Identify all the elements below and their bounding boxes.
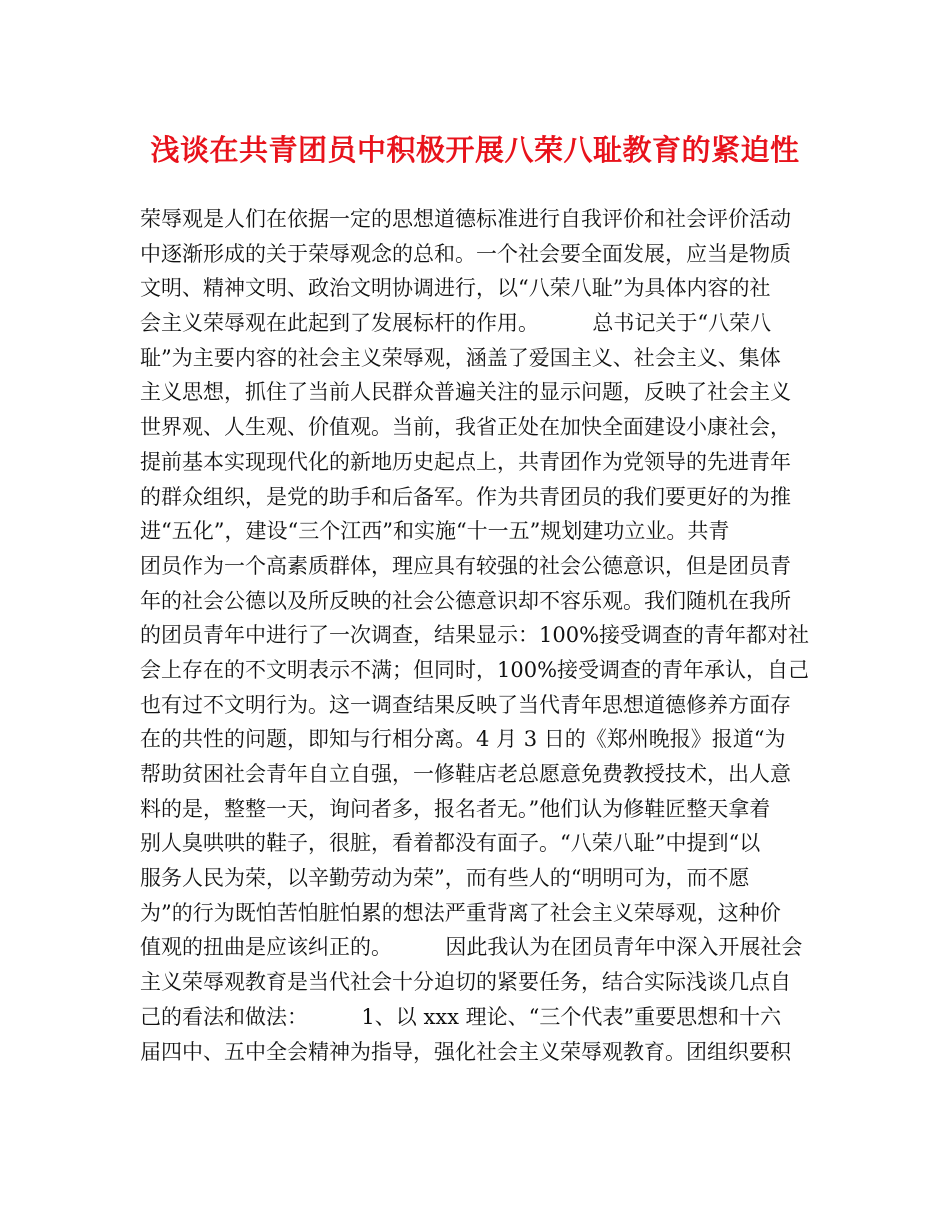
text-line: 服务人民为荣，以辛勤劳动为荣”，而有些人的“明明可为，而不愿 — [140, 866, 750, 891]
text-line: 在的共性的问题，即知与行相分离。4 月 3 日的《郑州晚报》报道“为 — [140, 727, 786, 752]
text-line: 中逐渐形成的关于荣辱观念的总和。一个社会要全面发展，应当是物质 — [140, 241, 791, 266]
text-line: 料的是，整整一天，询问者多，报名者无。”他们认为修鞋匠整天拿着 — [140, 796, 771, 821]
text-line: 会上存在的不文明表示不满；但同时，100%接受调查的青年承认，自己 — [140, 657, 810, 682]
text-line: 也有过不文明行为。这一调查结果反映了当代青年思想道德修养方面存 — [140, 692, 791, 717]
text-line: 荣辱观是人们在依据一定的思想道德标准进行自我评价和社会评价活动 — [140, 207, 791, 231]
text-line: 的团员青年中进行了一次调查，结果显示：100%接受调查的青年都对社 — [140, 623, 810, 648]
text-line: 主义荣辱观教育是当代社会十分迫切的紧要任务，结合实际浅谈几点自 — [140, 970, 791, 995]
text-line: 主义思想，抓住了当前人民群众普遍关注的显示问题，反映了社会主义 — [140, 380, 791, 405]
text-line: 的群众组织，是党的助手和后备军。作为共青团员的我们要更好的为推 — [140, 484, 791, 509]
text-line: 届四中、五中全会精神为指导，强化社会主义荣辱观教育。团组织要积 — [140, 1039, 791, 1064]
body-paragraph — [140, 202, 815, 1069]
text-line: 帮助贫困社会青年自立自强，一修鞋店老总愿意免费教授技术，出人意 — [140, 762, 791, 786]
document-title: 浅谈在共青团员中积极开展八荣八耻教育的紧迫性 — [150, 133, 800, 167]
text-line: 己的看法和做法： 1、以 xxx 理论、“三个代表”重要思想和十六 — [140, 1004, 782, 1029]
text-line: 值观的扭曲是应该纠正的。 因此我认为在团员青年中深入开展社会 — [140, 935, 803, 960]
text-line: 提前基本实现现代化的新地历史起点上，共青团作为党领导的先进青年 — [140, 449, 791, 474]
text-line: 团员作为一个高素质群体，理应具有较强的社会公德意识，但是团员青 — [140, 553, 791, 578]
text-line: 别人臭哄哄的鞋子，很脏，看着都没有面子。“八荣八耻”中提到“以 — [140, 831, 761, 856]
text-line: 文明、精神文明、政治文明协调进行，以“八荣八耻”为具体内容的社 — [140, 276, 771, 301]
text-line: 耻”为主要内容的社会主义荣辱观，涵盖了爱国主义、社会主义、集体 — [140, 345, 781, 370]
text-line: 会主义荣辱观在此起到了发展标杆的作用。 总书记关于“八荣八 — [140, 311, 772, 336]
text-line: 进“五化”，建设“三个江西”和实施“十一五”规划建功立业。共青 — [140, 519, 730, 544]
text-line: 世界观、人生观、价值观。当前，我省正处在加快全面建设小康社会， — [140, 415, 791, 440]
text-line: 为”的行为既怕苦怕脏怕累的想法严重背离了社会主义荣辱观，这种价 — [140, 900, 781, 925]
text-line: 年的社会公德以及所反映的社会公德意识却不容乐观。我们随机在我所 — [140, 588, 791, 613]
